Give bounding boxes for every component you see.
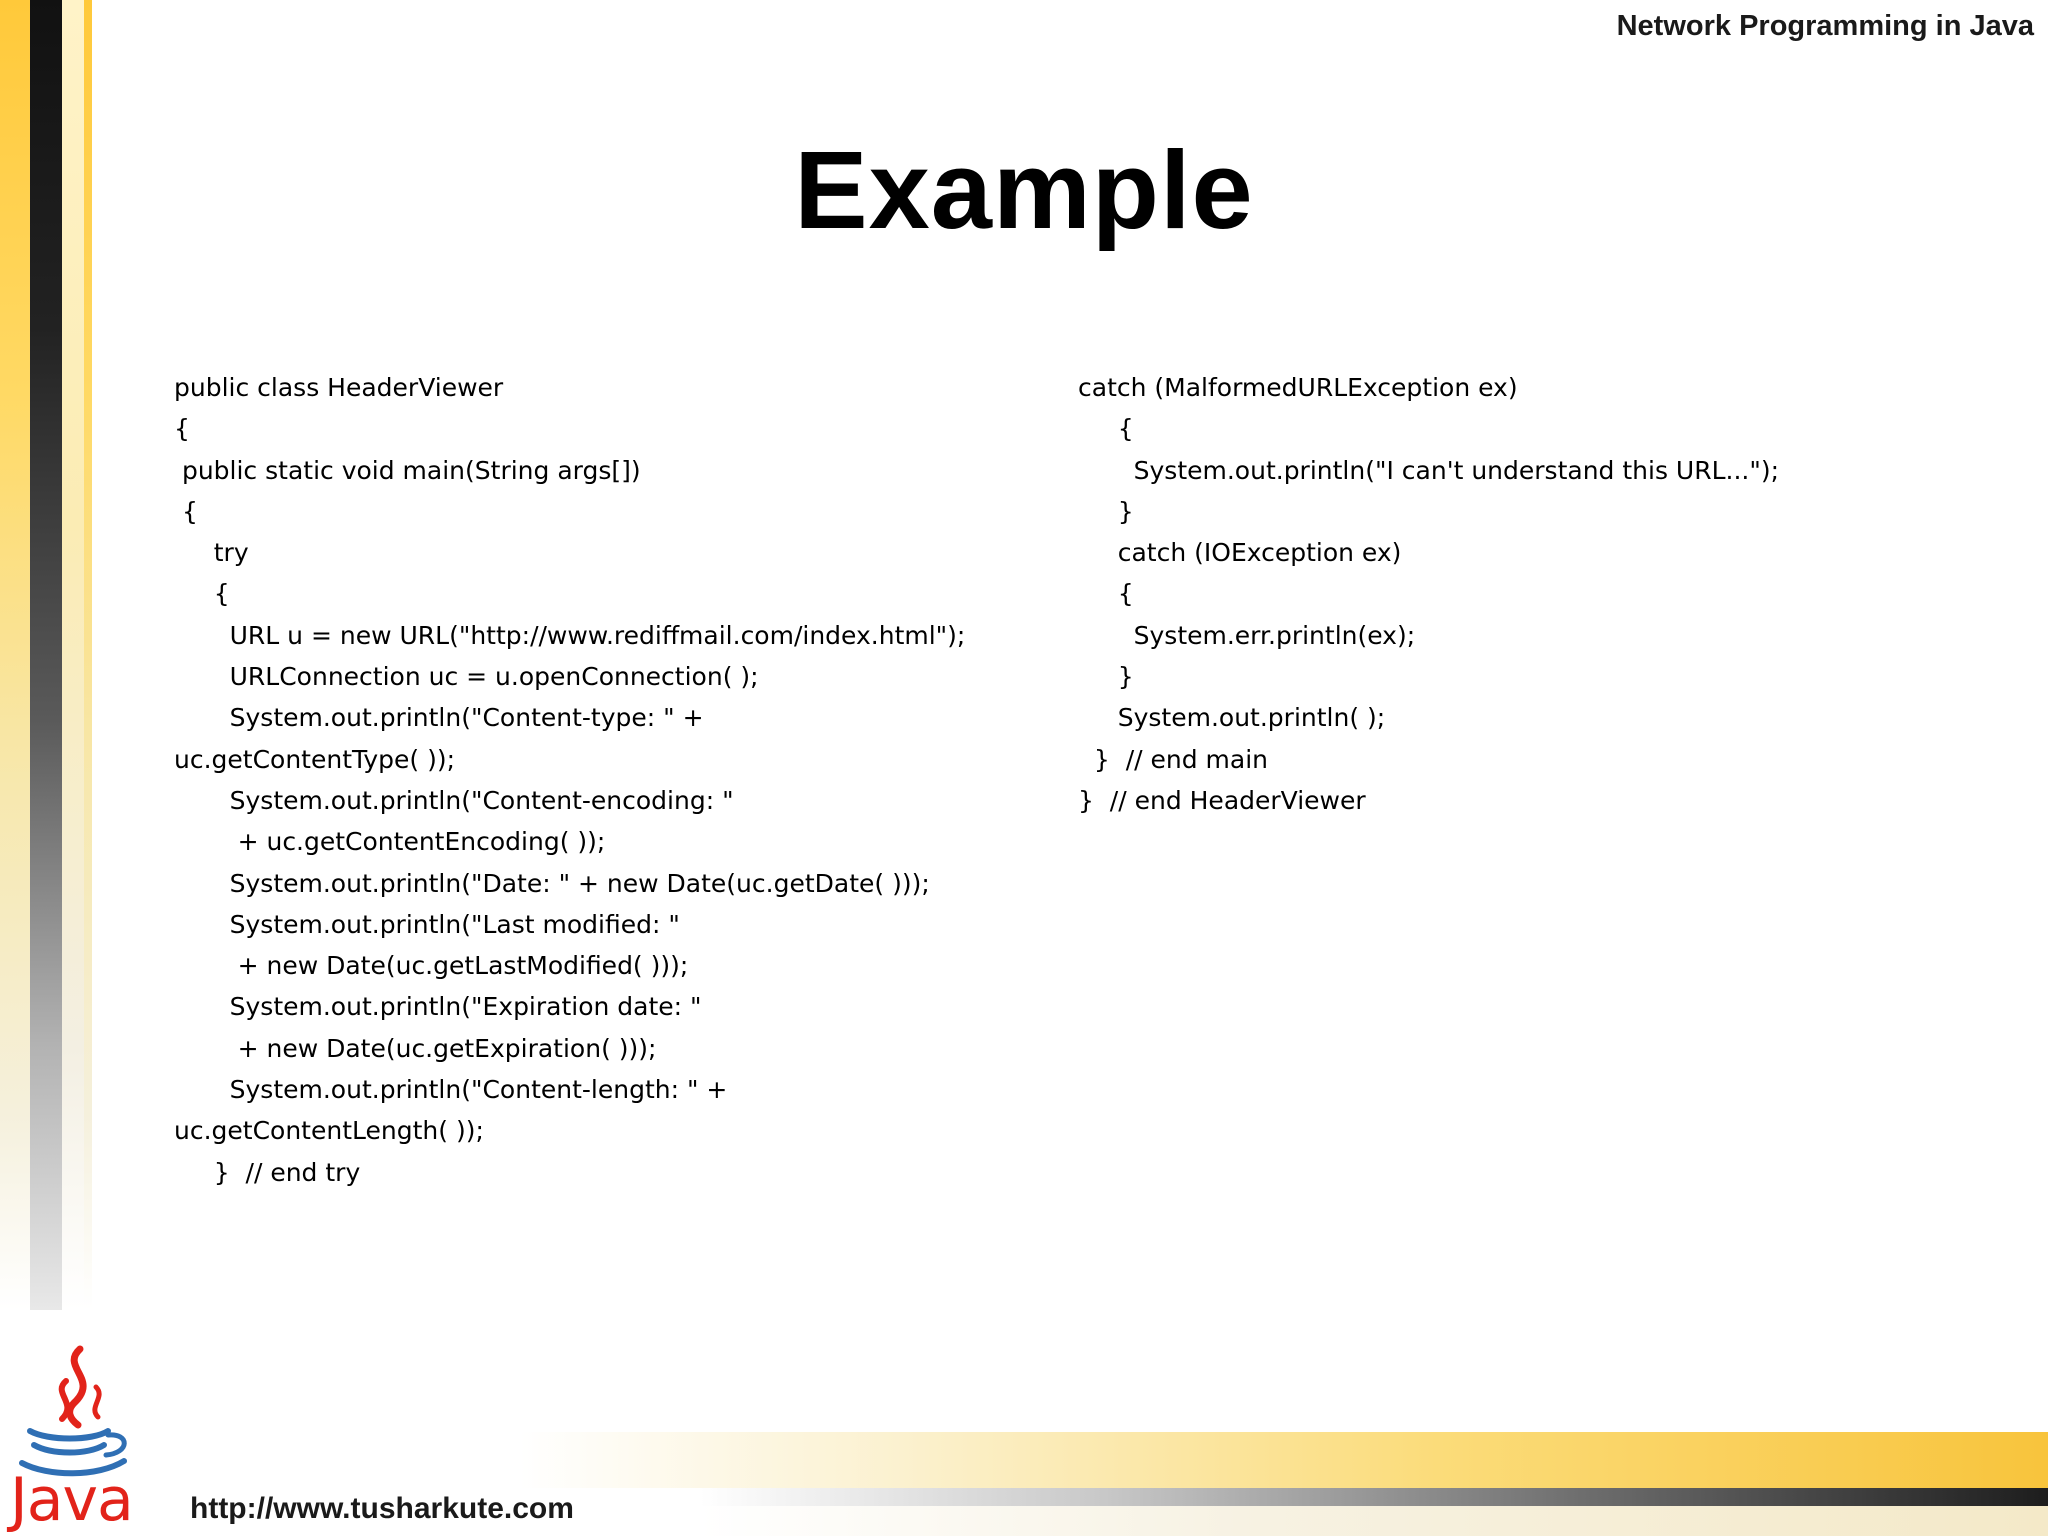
code-line: { <box>174 414 190 444</box>
bottom-yellow-band <box>520 1432 2048 1488</box>
code-line: System.out.println("Content-encoding: " <box>174 785 734 815</box>
code-line: System.out.println( ); <box>1078 703 1386 733</box>
code-line: } // end HeaderViewer <box>1078 785 1366 815</box>
header-title: Network Programming in Java <box>1616 10 2034 42</box>
code-line: System.out.println("Expiration date: " <box>174 992 702 1022</box>
code-line: } <box>1078 496 1134 526</box>
code-line: } <box>1078 662 1134 692</box>
code-line: } // end main <box>1078 744 1268 774</box>
code-line: uc.getContentType( )); <box>174 744 456 774</box>
footer-url: http://www.tusharkute.com <box>190 1492 574 1525</box>
code-line: { <box>1078 414 1134 444</box>
code-line: } // end try <box>174 1157 361 1187</box>
code-line: catch (MalformedURLException ex) <box>1078 373 1518 402</box>
code-line: public class HeaderViewer <box>174 373 504 402</box>
bottom-dark-stripe <box>700 1488 2048 1506</box>
code-block-left <box>174 367 965 1193</box>
code-line: URLConnection uc = u.openConnection( ); <box>174 662 759 692</box>
code-line: System.out.println("Content-type: " + <box>174 703 704 733</box>
code-line: System.out.println("Last modified: " <box>174 909 680 939</box>
code-line: System.err.println(ex); <box>1078 620 1416 650</box>
code-line: public static void main(String args[]) <box>174 455 641 485</box>
code-line: System.out.println("Date: " + new Date(uc.getDate( ))); <box>174 868 930 898</box>
code-line: uc.getContentLength( )); <box>174 1116 484 1146</box>
code-line: { <box>174 579 230 609</box>
code-line: + uc.getContentEncoding( )); <box>174 827 606 857</box>
java-logo-text: Java <box>10 1465 133 1535</box>
code-line: { <box>174 496 198 526</box>
code-block-right <box>1078 367 1779 821</box>
code-line: { <box>1078 579 1134 609</box>
code-line: catch (IOException ex) <box>1078 538 1402 568</box>
code-line: System.out.println("I can't understand this URL..."); <box>1078 455 1780 485</box>
code-line: + new Date(uc.getExpiration( ))); <box>174 1033 657 1063</box>
bottom-light-stripe <box>700 1506 2048 1536</box>
code-line: URL u = new URL("http://www.rediffmail.com/index.html"); <box>174 620 966 650</box>
code-line: + new Date(uc.getLastModified( ))); <box>174 951 689 981</box>
code-line: System.out.println("Content-length: " + <box>174 1075 728 1105</box>
slide-title: Example <box>794 129 1254 252</box>
code-line: try <box>174 538 249 568</box>
